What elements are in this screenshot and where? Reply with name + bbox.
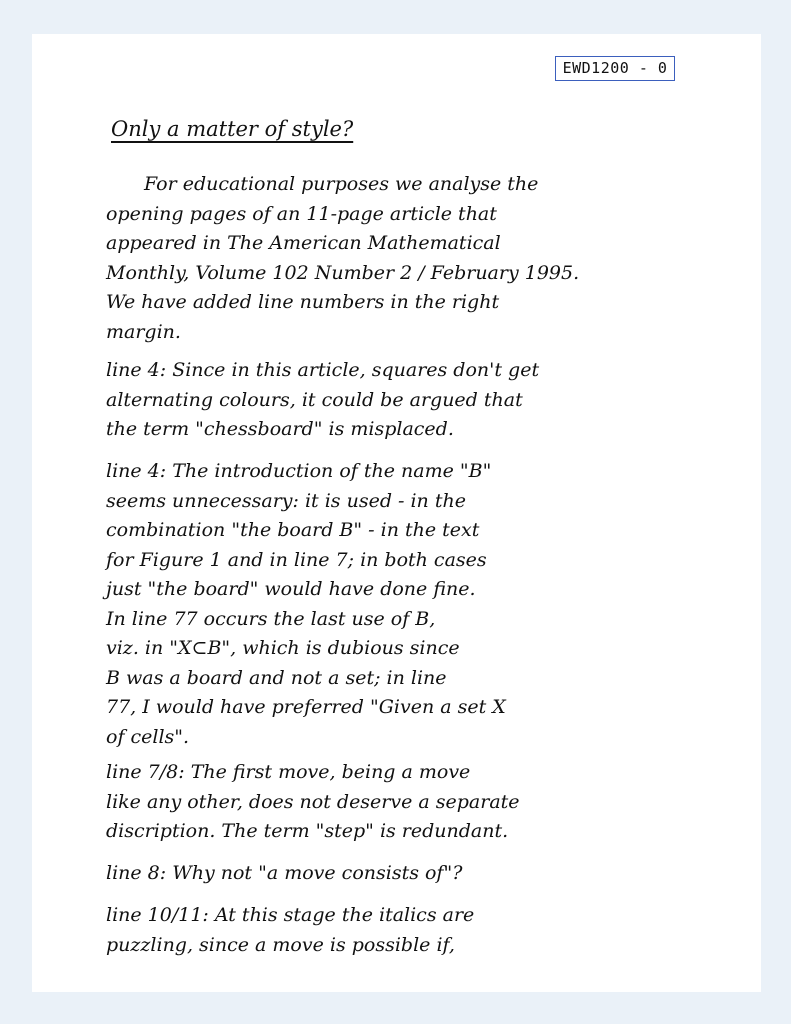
text-line: of cells". — [106, 725, 190, 748]
text-line: margin. — [106, 320, 181, 343]
text-line: combination "the board B" - in the text — [106, 519, 480, 541]
paragraph-line-4-name-b — [106, 457, 726, 752]
text-line: line 4: Since in this article, squares don't get — [106, 359, 540, 381]
text-line: like any other, does not deserve a separate — [106, 790, 520, 813]
document-id-box: EWD1200 - 0 — [555, 56, 675, 81]
page-title: Only a matter of style? — [111, 117, 354, 141]
text-line: In line 77 occurs the last use of B, — [106, 607, 436, 630]
text-line: seems unnecessary: it is used - in the — [106, 489, 466, 512]
text-line: viz. in "X⊂B", which is dubious since — [106, 637, 460, 659]
text-line: appeared in The American Mathematical — [106, 232, 501, 254]
text-line: alternating colours, it could be argued that — [106, 388, 523, 411]
text-line: line 10/11: At this stage the italics are — [106, 904, 475, 926]
text-line: the term "chessboard" is misplaced. — [106, 418, 454, 440]
text-line: 77, I would have preferred "Given a set X — [106, 696, 506, 718]
text-line: B was a board and not a set; in line — [106, 666, 447, 689]
paragraph-intro — [106, 170, 726, 347]
paragraph-line-10-11 — [106, 901, 726, 960]
text-line: puzzling, since a move is possible if, — [106, 933, 455, 956]
text-line: line 7/8: The first move, being a move — [106, 761, 471, 783]
text-line: line 8: Why not "a move consists of"? — [106, 862, 463, 884]
text-line: for Figure 1 and in line 7; in both cases — [106, 548, 487, 571]
text-line: For educational purposes we analyse the — [144, 173, 539, 195]
text-line: opening pages of an 11-page article that — [106, 202, 497, 225]
paragraph-line-8 — [106, 859, 726, 889]
paragraph-line-7-8 — [106, 758, 726, 847]
text-line: just "the board" would have done fine. — [106, 578, 476, 600]
text-line: line 4: The introduction of the name "B" — [106, 460, 492, 482]
paragraph-line-4-chessboard — [106, 356, 726, 445]
text-line: We have added line numbers in the right — [106, 291, 500, 313]
text-line: discription. The term "step" is redundant. — [106, 820, 509, 842]
manuscript-page — [32, 34, 761, 992]
text-line: Monthly, Volume 102 Number 2 / February 1995. — [106, 261, 580, 284]
